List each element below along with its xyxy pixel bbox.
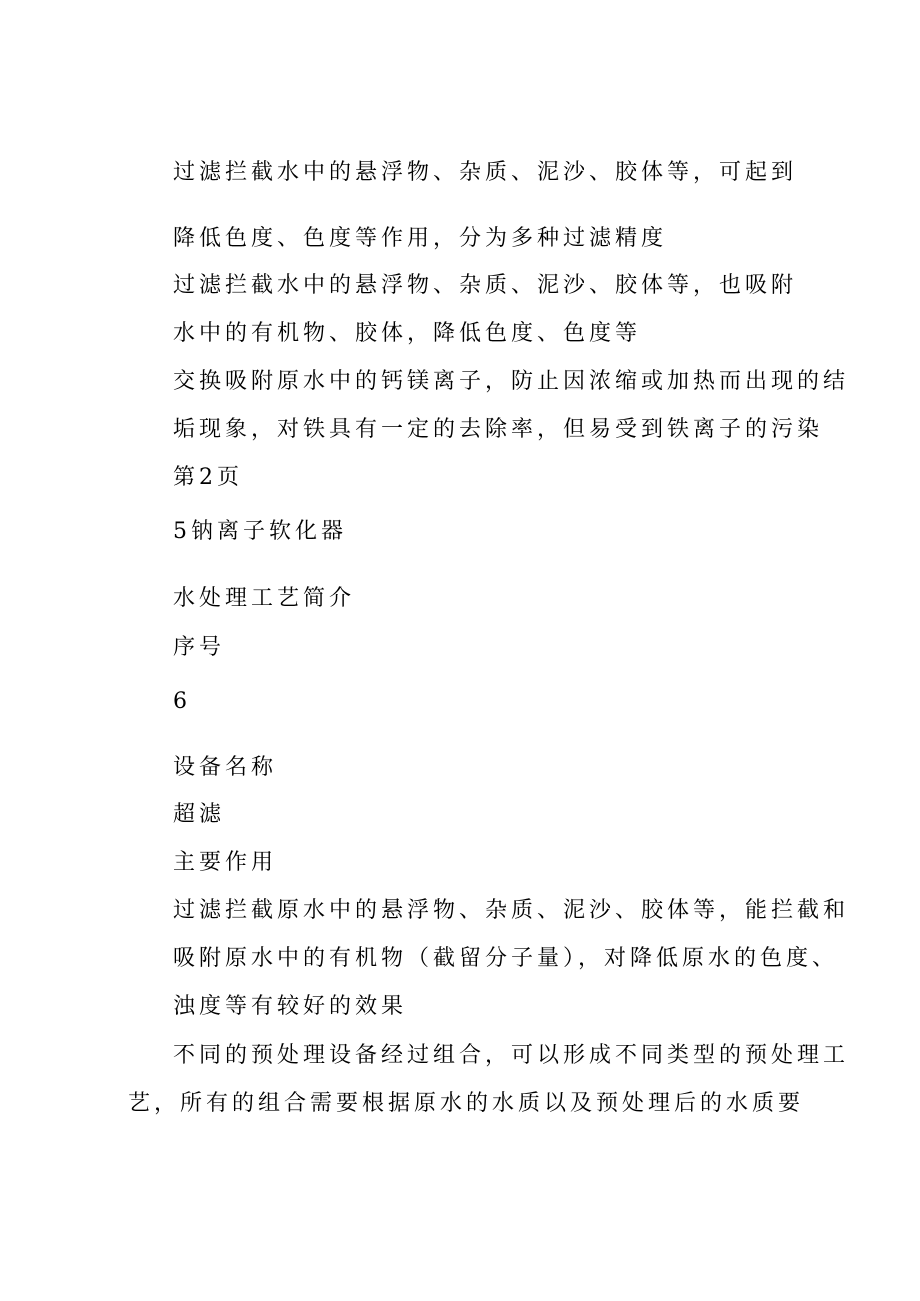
text-line-function-1: 过滤拦截原水中的悬浮物、杂质、泥沙、胶体等，能拦截和 [173,898,850,923]
table-value-serial: 6 [173,689,191,714]
table-value-equipment: 超滤 [173,802,226,827]
page-number: 第2页 [173,465,243,490]
text-line-3: 过滤拦截水中的悬浮物、杂质、泥沙、胶体等，也吸附 [173,273,798,298]
text-line-function-3: 浊度等有较好的效果 [173,994,408,1019]
table-label-function: 主要作用 [173,850,278,875]
text-line-5: 交换吸附原水中的钙镁离子，防止因浓缩或加热而出现的结 [173,369,850,394]
table-label-equipment: 设备名称 [173,755,278,780]
paragraph-line-1: 不同的预处理设备经过组合，可以形成不同类型的预处理工 [173,1043,850,1068]
section-title-process: 水处理工艺简介 [173,586,356,611]
text-line-function-2: 吸附原水中的有机物（截留分子量），对降低原水的色度、 [173,946,839,971]
table-label-serial: 序号 [173,635,226,660]
text-line-1: 过滤拦截水中的悬浮物、杂质、泥沙、胶体等，可起到 [173,160,798,185]
text-line-4: 水中的有机物、胶体，降低色度、色度等 [173,321,642,346]
text-line-6: 垢现象，对铁具有一定的去除率，但易受到铁离子的污染 [173,417,824,442]
text-line-2: 降低色度、色度等作用，分为多种过滤精度 [173,226,668,251]
paragraph-line-2: 艺，所有的组合需要根据原水的水质以及预处理后的水质要 [128,1091,805,1116]
section-heading-softener: 5钠离子软化器 [173,519,347,544]
